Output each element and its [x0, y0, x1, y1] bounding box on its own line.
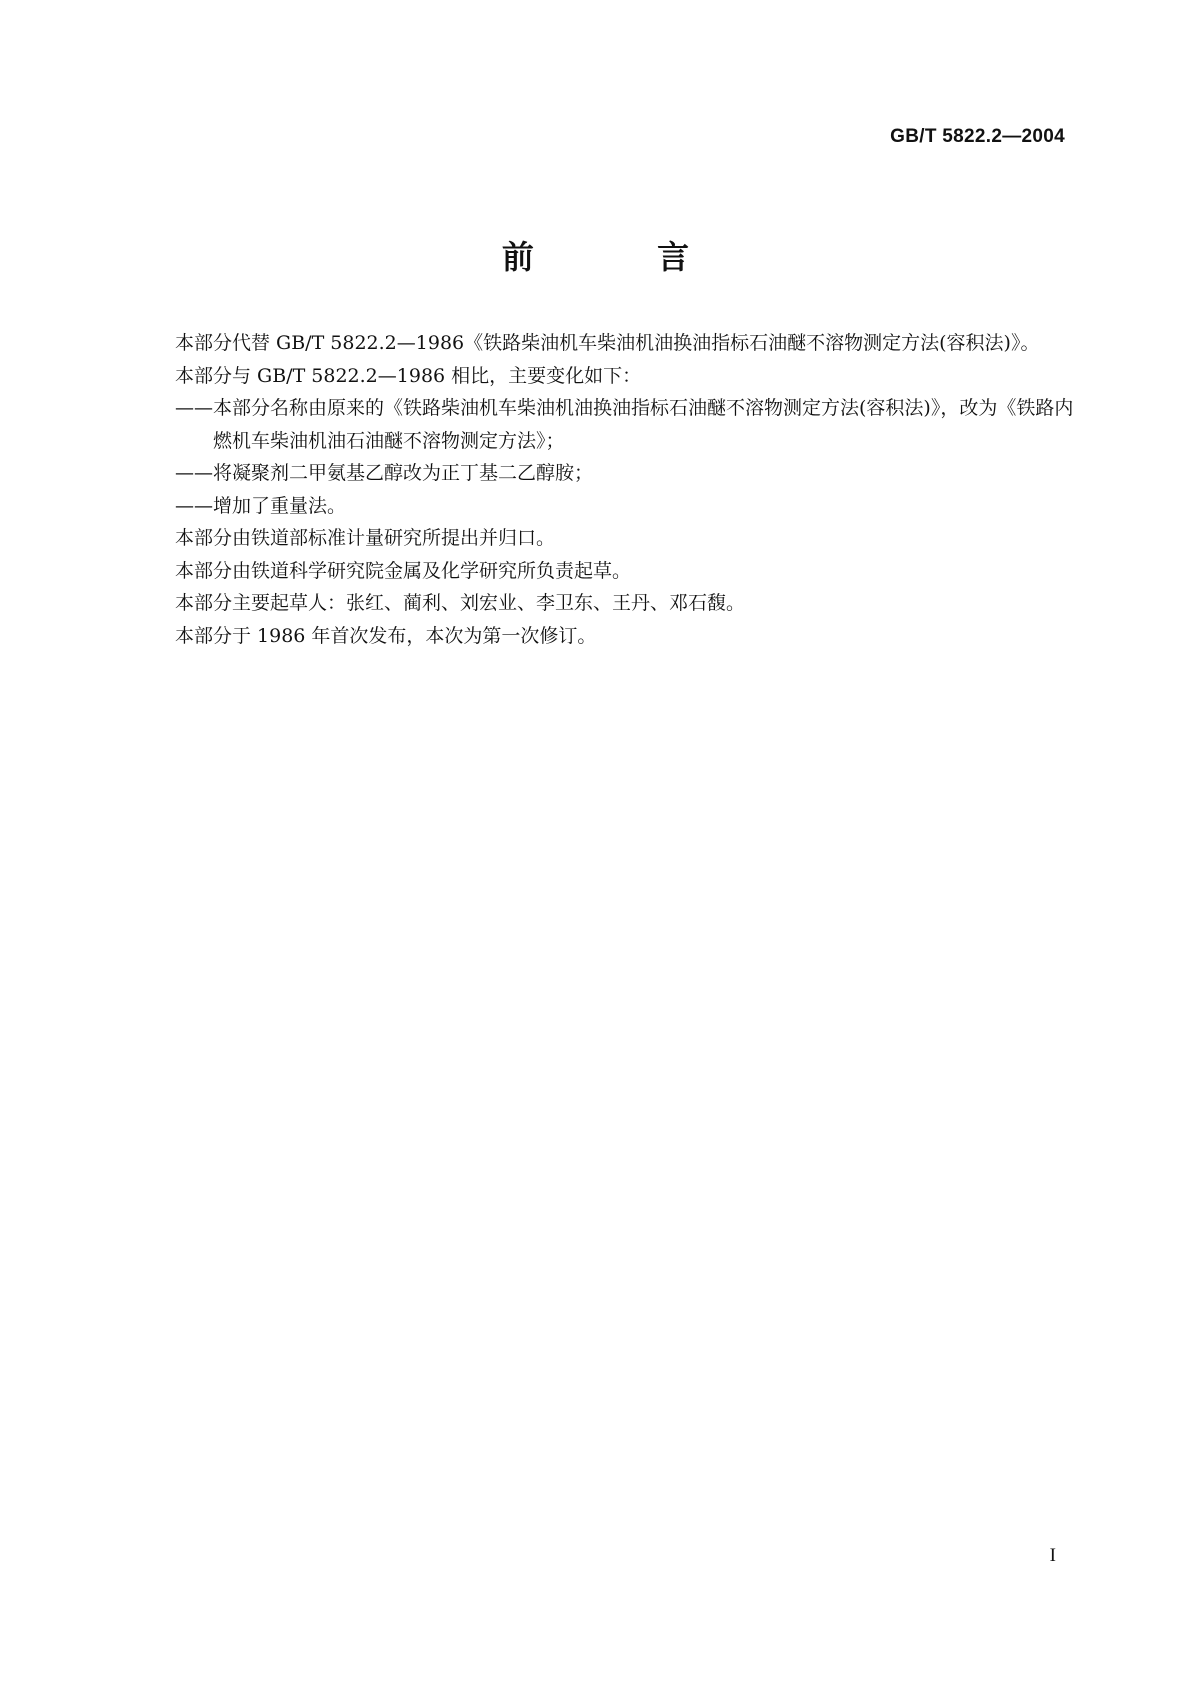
paragraph-drafter: 本部分由铁道科学研究院金属及化学研究所负责起草。: [175, 559, 632, 582]
change-item: ——本部分名称由原来的《铁路柴油机车柴油机油换油指标石油醚不溶物测定方法(容积法)》，改为《铁路内燃机车柴油机油石油醚不溶物测定方法》；: [175, 397, 1074, 452]
paragraph-authors: 本部分主要起草人：张红、蔺利、刘宏业、李卫东、王丹、邓石馥。: [175, 592, 746, 614]
change-item: ——将凝聚剂二甲氨基乙醇改为正丁基二乙醇胺；: [175, 462, 594, 484]
paragraph-history: 本部分于 1986 年首次发布，本次为第一次修订。: [175, 624, 597, 647]
change-item: ——增加了重量法。: [175, 494, 347, 517]
foreword-body: [143, 327, 1076, 652]
page-title: 前 言: [501, 238, 746, 276]
paragraph-changes-intro: 本部分与 GB/T 5822.2—1986 相比，主要变化如下：: [175, 364, 642, 387]
paragraph-proposer: 本部分由铁道部标准计量研究所提出并归口。: [175, 527, 556, 549]
standard-code: GB/T 5822.2—2004: [890, 126, 1065, 147]
paragraph-replacement: 本部分代替 GB/T 5822.2—1986《铁路柴油机车柴油机油换油指标石油醚不溶物测定方法(容积法)》。: [175, 332, 1040, 354]
page-number: I: [1049, 1545, 1056, 1566]
